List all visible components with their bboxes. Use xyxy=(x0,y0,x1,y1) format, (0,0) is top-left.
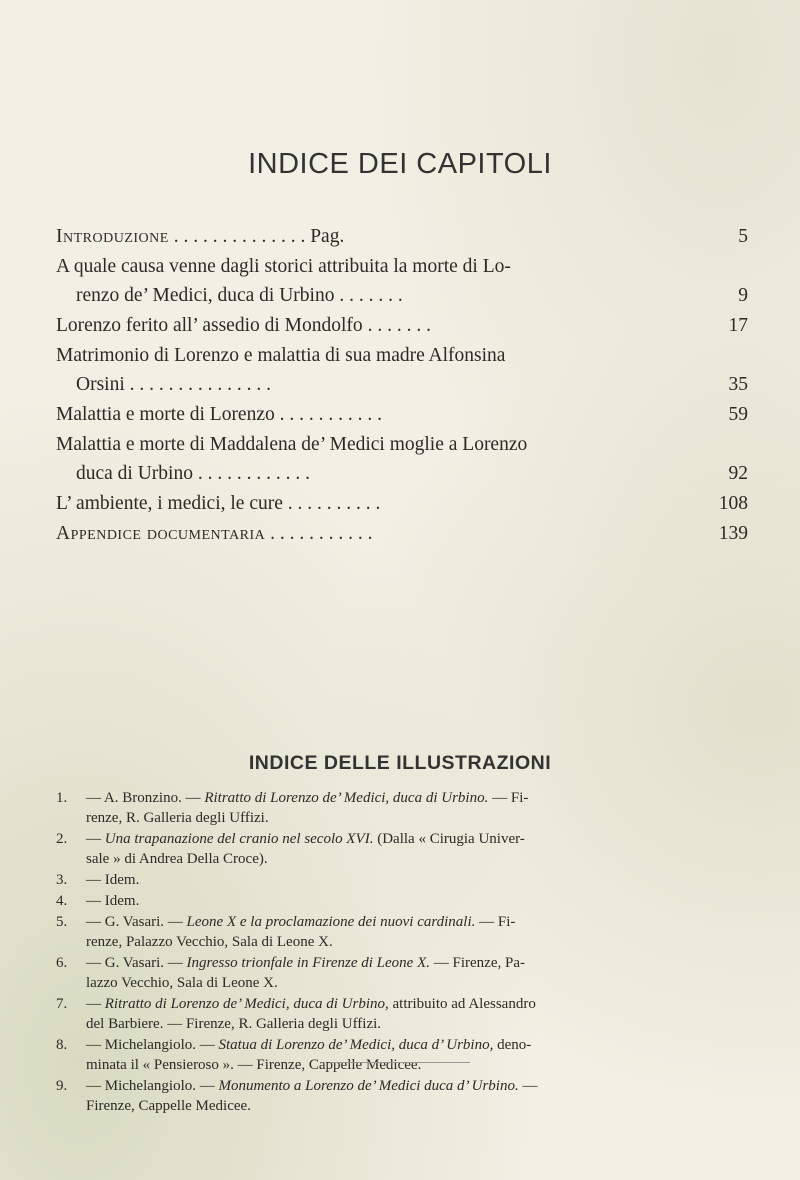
illustration-item xyxy=(56,788,748,828)
illustration-location: — Fi- xyxy=(475,914,516,930)
illustration-location: — xyxy=(518,1078,538,1094)
illustration-author: — G. Vasari. — xyxy=(86,955,187,971)
toc-entry-title: A quale causa venne dagli storici attribuita la morte di Lo- xyxy=(56,256,511,277)
toc-entry xyxy=(56,222,748,251)
table-of-contents xyxy=(56,222,748,549)
illustration-title: Ritratto di Lorenzo de’ Medici, duca di Urbino. xyxy=(204,790,489,806)
toc-page-number: 35 xyxy=(728,374,748,395)
toc-entry-title: Lorenzo ferito all’ assedio di Mondolfo xyxy=(56,315,363,336)
illustration-title: Una trapanazione del cranio nel secolo XVI. xyxy=(104,831,374,847)
illustration-location-continued: renze, Palazzo Vecchio, Sala di Leone X. xyxy=(86,934,333,950)
illustration-number: 7. xyxy=(56,996,68,1012)
toc-page-number: 17 xyxy=(728,315,748,336)
toc-leader-dots: . . . . . . . . . . . xyxy=(274,404,382,425)
toc-entry-title: Appendice documentaria xyxy=(56,523,266,544)
toc-entry xyxy=(56,489,748,518)
illustration-title: Ingresso trionfale in Firenze di Leone X. xyxy=(186,955,430,971)
illustration-author: — A. Bronzino. — xyxy=(86,790,205,806)
illustration-number: 1. xyxy=(56,790,68,806)
toc-entry xyxy=(56,430,748,488)
illustration-item xyxy=(56,870,748,890)
chapters-index-title: INDICE DEI CAPITOLI xyxy=(248,148,552,180)
closing-rule xyxy=(330,1062,470,1063)
illustration-item xyxy=(56,912,748,952)
toc-page-number: 108 xyxy=(718,493,748,514)
illustration-item xyxy=(56,1035,748,1075)
toc-entry-title: Introduzione xyxy=(56,226,169,247)
illustration-author: — Idem. xyxy=(86,872,140,888)
illustration-number: 6. xyxy=(56,955,68,971)
illustration-location-continued: renze, R. Galleria degli Uffizi. xyxy=(86,810,269,826)
toc-pag-label: Pag. xyxy=(310,226,345,247)
toc-leader-dots: . . . . . . . . . . . xyxy=(265,523,373,544)
toc-entry-title: L’ ambiente, i medici, le cure xyxy=(56,493,283,514)
toc-entry-title: Malattia e morte di Maddalena de’ Medici moglie a Lorenzo xyxy=(56,434,528,455)
illustration-number: 4. xyxy=(56,893,68,909)
toc-page-number: 92 xyxy=(728,463,748,484)
illustrations-index-title: INDICE DELLE ILLUSTRAZIONI xyxy=(248,752,552,774)
illustration-number: 3. xyxy=(56,872,68,888)
toc-entry xyxy=(56,311,748,340)
illustration-item xyxy=(56,953,748,993)
illustration-title: Leone X e la proclamazione dei nuovi cardinali. xyxy=(186,914,476,930)
illustration-author: — Michelangiolo. — xyxy=(86,1037,219,1053)
illustration-item xyxy=(56,1076,748,1116)
illustration-location: — Fi- xyxy=(488,790,529,806)
illustration-location: deno- xyxy=(493,1037,532,1053)
illustration-item xyxy=(56,994,748,1034)
illustration-location: (Dalla « Cirugia Univer- xyxy=(373,831,525,847)
toc-leader-dots: . . . . . . . . . . . . . . xyxy=(168,226,311,247)
illustration-number: 8. xyxy=(56,1037,68,1053)
illustration-author: — Michelangiolo. — xyxy=(86,1078,219,1094)
illustration-title: Statua di Lorenzo de’ Medici, duca d’ Urbino, xyxy=(218,1037,494,1053)
toc-entry-title: Malattia e morte di Lorenzo xyxy=(56,404,275,425)
toc-entry xyxy=(56,400,748,429)
illustrations-list xyxy=(56,788,748,1117)
illustration-title: Ritratto di Lorenzo de’ Medici, duca di Urbino, xyxy=(104,996,389,1012)
toc-leader-dots: . . . . . . . . . . xyxy=(282,493,381,514)
illustration-author: — xyxy=(86,831,105,847)
illustration-author: — Idem. xyxy=(86,893,140,909)
illustration-location: — Firenze, Pa- xyxy=(430,955,525,971)
toc-leader-dots: . . . . . . . xyxy=(334,285,403,306)
toc-leader-dots: . . . . . . . . . . . . . . . xyxy=(124,374,271,395)
illustration-item xyxy=(56,829,748,869)
illustration-location-continued: minata il « Pensieroso ». — Firenze, Cappelle Medicee. xyxy=(86,1057,422,1073)
illustration-location-continued: Firenze, Cappelle Medicee. xyxy=(86,1098,251,1114)
toc-page-number: 59 xyxy=(728,404,748,425)
toc-leader-dots: . . . . . . . xyxy=(362,315,431,336)
toc-entry-title-continued: duca di Urbino xyxy=(76,463,193,484)
toc-entry-title-continued: Orsini xyxy=(76,374,125,395)
illustration-location-continued: sale » di Andrea Della Croce). xyxy=(86,851,268,867)
illustration-item xyxy=(56,891,748,911)
toc-entry xyxy=(56,252,748,310)
toc-entry xyxy=(56,341,748,399)
illustration-number: 2. xyxy=(56,831,68,847)
toc-entry-title-continued: renzo de’ Medici, duca di Urbino xyxy=(76,285,335,306)
illustration-title: Monumento a Lorenzo de’ Medici duca d’ Urbino. xyxy=(218,1078,519,1094)
illustration-author: — G. Vasari. — xyxy=(86,914,187,930)
illustration-number: 9. xyxy=(56,1078,68,1094)
toc-leader-dots: . . . . . . . . . . . . xyxy=(192,463,310,484)
toc-page-number: 9 xyxy=(738,285,748,306)
toc-entry xyxy=(56,519,748,548)
illustration-location: attribuito ad Alessandro xyxy=(388,996,536,1012)
illustration-location-continued: lazzo Vecchio, Sala di Leone X. xyxy=(86,975,278,991)
toc-page-number: 5 xyxy=(738,226,748,247)
illustration-number: 5. xyxy=(56,914,68,930)
illustration-author: — xyxy=(86,996,105,1012)
toc-page-number: 139 xyxy=(718,523,748,544)
illustration-location-continued: del Barbiere. — Firenze, R. Galleria degli Uffizi. xyxy=(86,1016,382,1032)
toc-entry-title: Matrimonio di Lorenzo e malattia di sua madre Alfonsina xyxy=(56,345,506,366)
